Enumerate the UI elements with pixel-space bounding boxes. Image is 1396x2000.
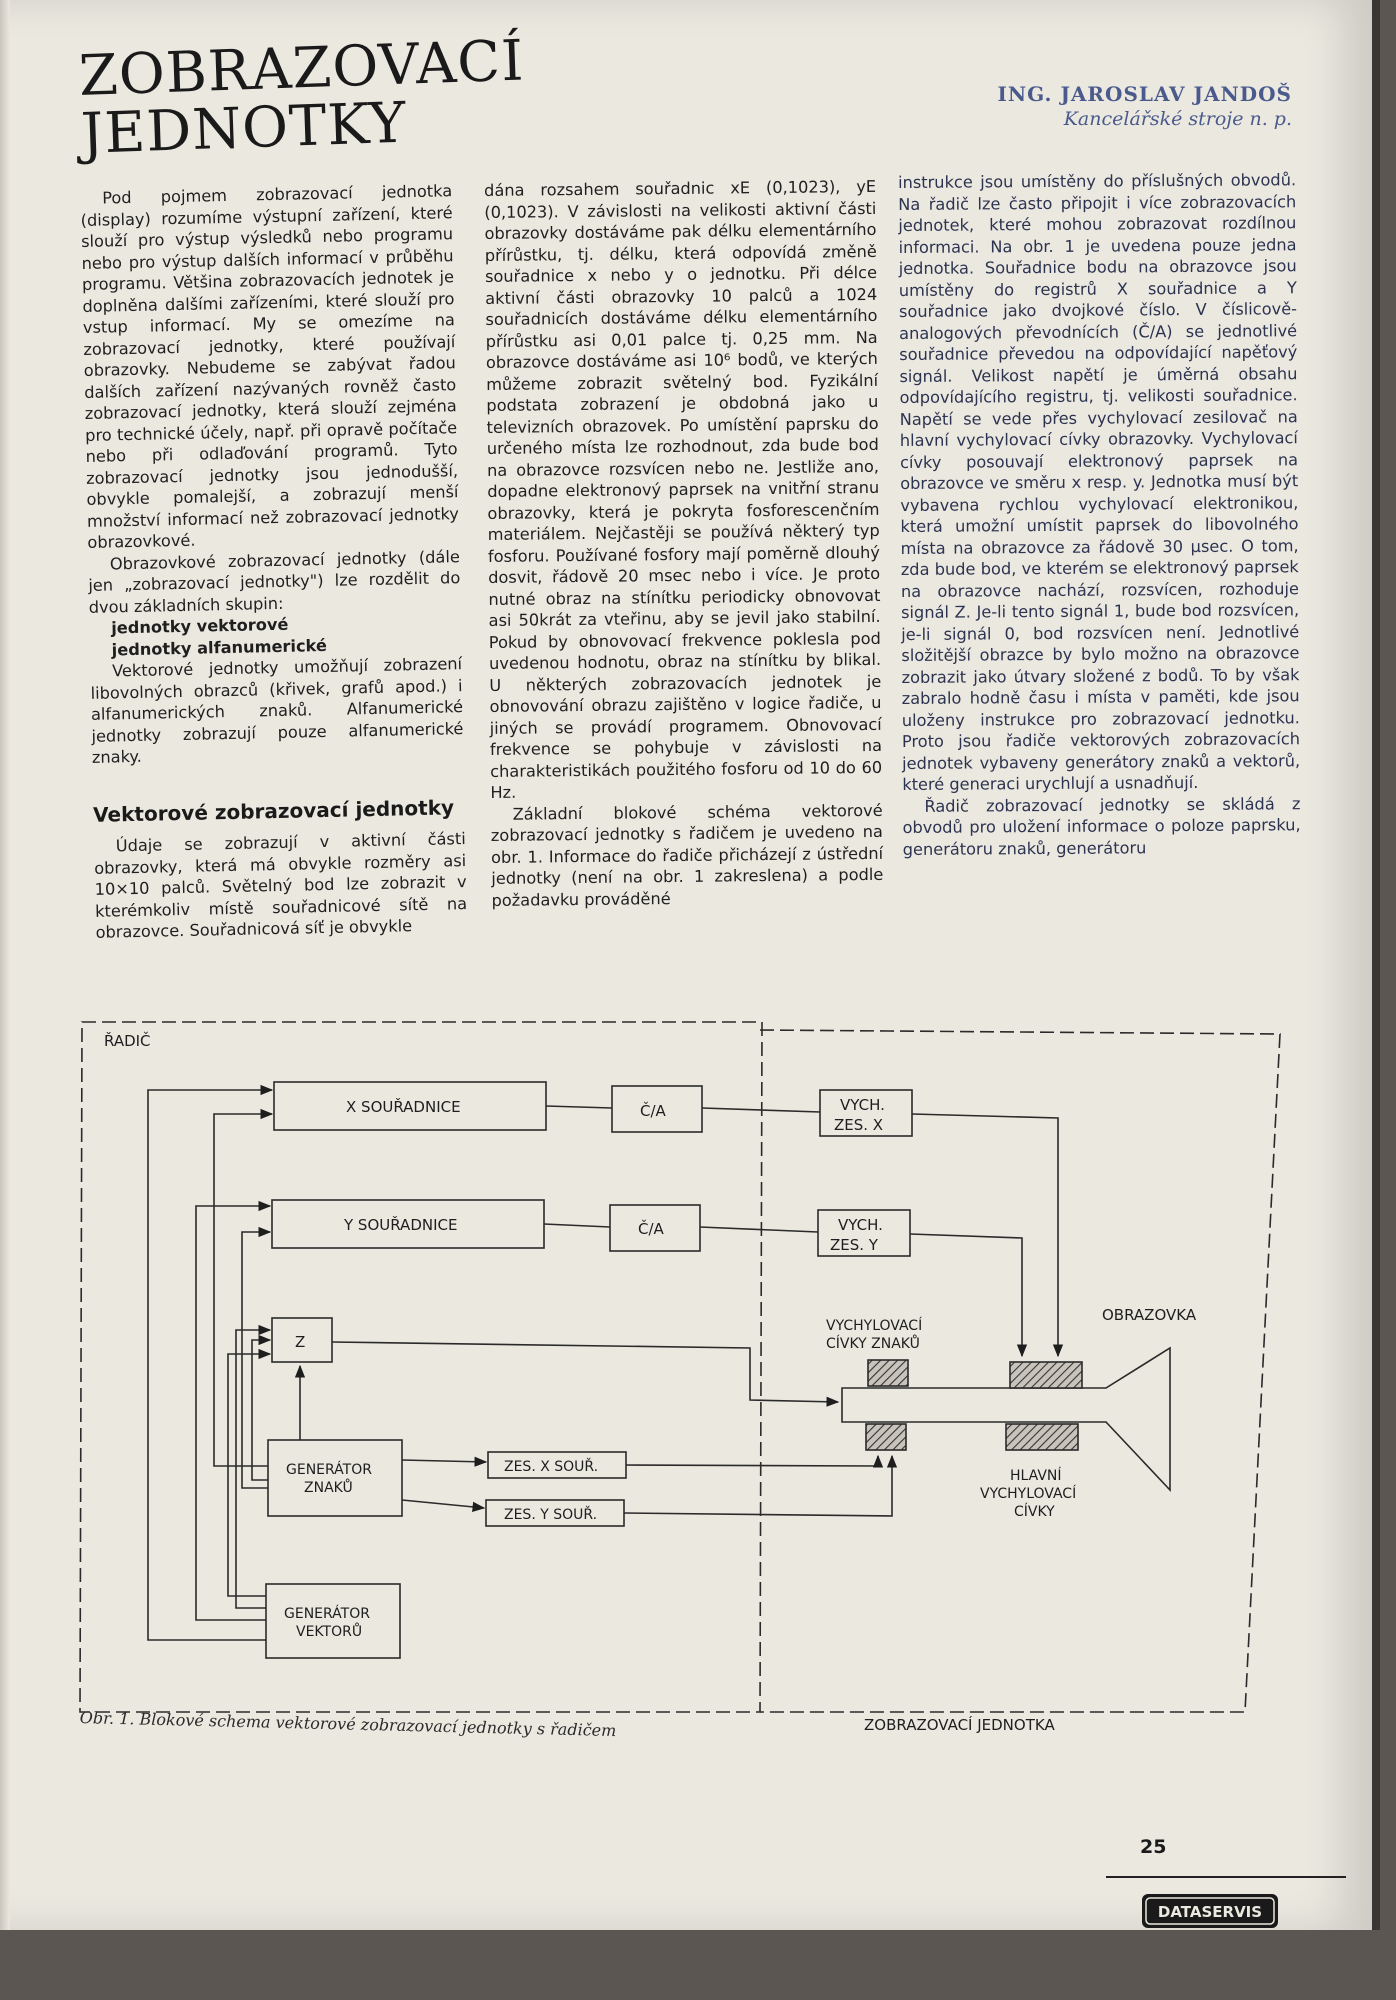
radic-boundary — [80, 1022, 762, 1712]
y-register-label: Y SOUŘADNICE — [344, 1216, 458, 1234]
char-generator-label-1: GENERÁTOR — [286, 1462, 372, 1478]
ca-x-box — [612, 1086, 702, 1132]
page-fold-shadow — [0, 0, 10, 1930]
author-company: Kancelářské stroje n. p. — [1063, 108, 1292, 130]
vych-zes-x-box — [820, 1090, 912, 1136]
text-column-3 — [898, 169, 1301, 860]
vych-zes-x-label-1: VYCH. — [840, 1096, 885, 1114]
x-register-box — [274, 1082, 546, 1130]
byline — [998, 82, 1292, 130]
crt-outline — [842, 1348, 1170, 1490]
paragraph: Řadič zobrazovací jednotky se skládá z obvodů pro uložení informace o poloze paprsku, generátoru znaků, generátoru — [902, 793, 1301, 859]
text-column-1 — [80, 180, 468, 943]
zes-y-sour-box — [486, 1500, 624, 1526]
zes-y-sour-label: ZES. Y SOUŘ. — [504, 1507, 598, 1523]
paragraph: dána rozsahem souřadnic xE (0,1023), yE (0,1023). V závislosti na velikosti aktivní části obrazovky dostáváme pak délku elementárního přírůstku, tj. délku, která odpovídá změně souřadnice x nebo y o jednotku. Při délce aktivní části obrazovky 10 palců a 1024 souřadnicích dostáváme délku elementárního přírůstku asi 0,01 palce tj. 0,25 mm. Na obrazovce dostáváme asi 10⁶ bodů, ve kterých můžeme zobrazit světelný bod. Fyzikální podstata zobrazení je obdobná jako u televizních obrazovek. Po umístění paprsku do určeného místa lze rozhodnout, zda bude bod na obrazovce rozsvícen nebo ne. Jestliže ano, dopadne elektronový paprsek na vnitřní stranu obrazovky, která je pokryta fosforescenčním materiálem. Nejčastěji se používá některý typ fosforu. Používané fosfory mají poměrně dlouhý dosvit, řádově 20 msec nebo i více. Je proto nutné obraz na stínítku periodicky obnovovat asi 50krát za vteřinu, aby se jevil jako stabilní. Pokud by obnovovací frekvence poklesla pod uvedenou hodnotu, obraz na stínítku by blikal. U některých zobrazovacích jednotek je obnovování obrazu zajištěno v logice řadiče, u jiných se provádí programem. Obnovovací frekvence se pohybuje v závislosti na charakteristikách použitého fosforu od 10 do 60 Hz. — [484, 176, 883, 802]
footer-rule — [1106, 1876, 1346, 1878]
paragraph: Pod pojmem zobrazovací jednotka (display) rozumíme výstupní zařízení, které slouží pro výstup výsledků nebo programu nebo pro výstup dalších informací v průběhu programu. Většina zobrazovacích jednotek je doplněna dalšími zařízeními, které slouží pro vstup informací. My se omezíme na zobrazovací jednotky, které používají obrazovky. Nebudeme se zabývat řadou dalších zařízení nazývaných rovněž často zobrazovací jednotky, která slouží zejména pro technické účely, např. při opravě počítače nebo při odlaďování programů. Tyto zobrazovací jednotky jsou jednodušší, obvykle pomalejší, a zobrazují menší množství informací než zobrazovací jednotky obrazovkové. — [80, 181, 460, 552]
char-generator-box — [268, 1440, 402, 1516]
display-unit-boundary — [760, 1030, 1280, 1712]
ca-y-label: Č/A — [638, 1220, 664, 1238]
logo-text-1: DATASERVIS — [1157, 1903, 1263, 1921]
paragraph: Základní blokové schéma vektorové zobrazovací jednotky s řadičem je uvedeno na obr. 1. Informace do řadiče přicházejí z ústřední jednotky (není na obr. 1 zakreslena) a podle požadavku prováděné — [490, 800, 884, 910]
ca-x-label: Č/A — [640, 1102, 666, 1120]
title-line-2: JEDNOTKY — [79, 90, 408, 167]
list-item: jednotky alfanumerické — [111, 635, 328, 659]
crt-label: OBRAZOVKA — [1102, 1306, 1197, 1324]
z-label: Z — [295, 1333, 306, 1351]
char-coil-top — [868, 1360, 908, 1386]
char-coils-label-1: VYCHYLOVACÍ — [826, 1318, 923, 1334]
paragraph: Údaje se zobrazují v aktivní části obrazovky, která má obvykle rozměry asi 10×10 palců. Světelný bod lze zobrazit v kterémkoliv místě souřadnicové sítě na obrazovce. Souřadnicová síť je obvykle — [94, 829, 468, 942]
x-register-label: X SOUŘADNICE — [346, 1098, 461, 1116]
text-column-2 — [484, 176, 884, 911]
z-box — [272, 1318, 332, 1362]
paragraph: instrukce jsou umístěny do příslušných obvodů. Na řadič lze často připojit i více zobrazovacích jednotek, které mohou zobrazovat rozdílnou informaci. Na obr. 1 je uvedena pouze jedna jednotka. Souřadnice bodu na obrazovce jsou umístěny do registrů X souřadnice a Y souřadnice jako dvojkové číslo. V číslicově-analogových převodnících (Č/A) se jednotlivé souřadnice převedou na odpovídající napěťový signál. Velikost napětí je úměrná obsahu odpovídajícího registru, tj. velikosti souřadnice. Napětí se vede přes vychylovací zesilovač na hlavní vychylovací cívky obrazovky. Vychylovací cívky posouvají elektronový paprsek na obrazovce ve směru x resp. y. Jednotka musí být vybavena rychlou vychylovací elektronikou, která umožní umístit paprsek do libovolného místa na obrazovce za řádově 30 µsec. O tom, zda bude bod, ve kterém se elektronový paprsek na obrazovce nachází, rozsvícen, rozhoduje signál Z. Je-li tento signál 1, bude bod rozsvícen, je-li signál 0, bod rozsvícen není. Jednotlivé složitější obrazce by bylo možno na obrazovce zobrazit jako útvary složené z bodů. To by však zabralo hodně času i místa v paměti, kde jsou uloženy instrukce pro zobrazovací jednotku. Proto jsou řadiče vektorových zobrazovacích jednotek vybaveny generátory znaků a vektorů, které generaci urychlují a usnadňují. — [898, 170, 1301, 794]
main-coils-label-2: VYCHYLOVACÍ — [980, 1486, 1077, 1502]
vych-zes-y-label-1: VYCH. — [838, 1216, 883, 1234]
display-unit-label: ZOBRAZOVACÍ JEDNOTKA — [864, 1716, 1055, 1734]
paragraph: Obrazovkové zobrazovací jednotky (dále jen „zobrazovací jednotky") lze rozdělit do dvou základních skupin: — [88, 546, 461, 617]
char-coils-label-2: CÍVKY ZNAKŮ — [826, 1336, 920, 1352]
section-heading: Vektorové zobrazovací jednotky — [92, 794, 455, 827]
paragraph: Vektorové jednotky umožňují zobrazení libovolných obrazců (křivek, grafů apod.) i alfanumerických znaků. Alfanumerické jednotky zobrazují pouze alfanumerické znaky. — [90, 654, 464, 767]
y-register-box — [272, 1200, 544, 1248]
vych-zes-y-box — [818, 1210, 910, 1256]
main-coils-label-3: CÍVKY — [1014, 1504, 1055, 1520]
char-generator-label-2: ZNAKŮ — [304, 1480, 353, 1496]
vector-generator-box — [266, 1584, 400, 1658]
title-line-1: ZOBRAZOVACÍ — [77, 28, 526, 109]
vector-generator-label-2: VEKTORŮ — [296, 1624, 363, 1640]
ca-y-box — [610, 1205, 700, 1251]
main-coil-top — [1010, 1362, 1082, 1388]
dataservis-tesla-logo: DATASERVIS TESLA — [1140, 1892, 1280, 1930]
vych-zes-y-label-2: ZES. Y — [830, 1236, 878, 1254]
vector-generator-label-1: GENERÁTOR — [284, 1606, 370, 1622]
radic-label: ŘADIČ — [104, 1032, 151, 1050]
list-item: jednotky vektorové — [111, 614, 289, 638]
zes-x-sour-label: ZES. X SOUŘ. — [504, 1459, 599, 1475]
main-coil-bottom — [1006, 1424, 1078, 1450]
figure-caption: Obr. 1. Blokové schema vektorové zobrazovací jednotky s řadičem — [79, 1708, 617, 1741]
article-title — [77, 28, 527, 167]
author-name: ING. JAROSLAV JANDOŠ — [997, 82, 1292, 106]
vych-zes-x-label-2: ZES. X — [834, 1116, 884, 1134]
char-coil-bottom — [866, 1424, 906, 1450]
main-coils-label-1: HLAVNÍ — [1010, 1468, 1062, 1484]
zes-x-sour-box — [488, 1452, 626, 1478]
page-number: 25 — [1140, 1836, 1167, 1858]
